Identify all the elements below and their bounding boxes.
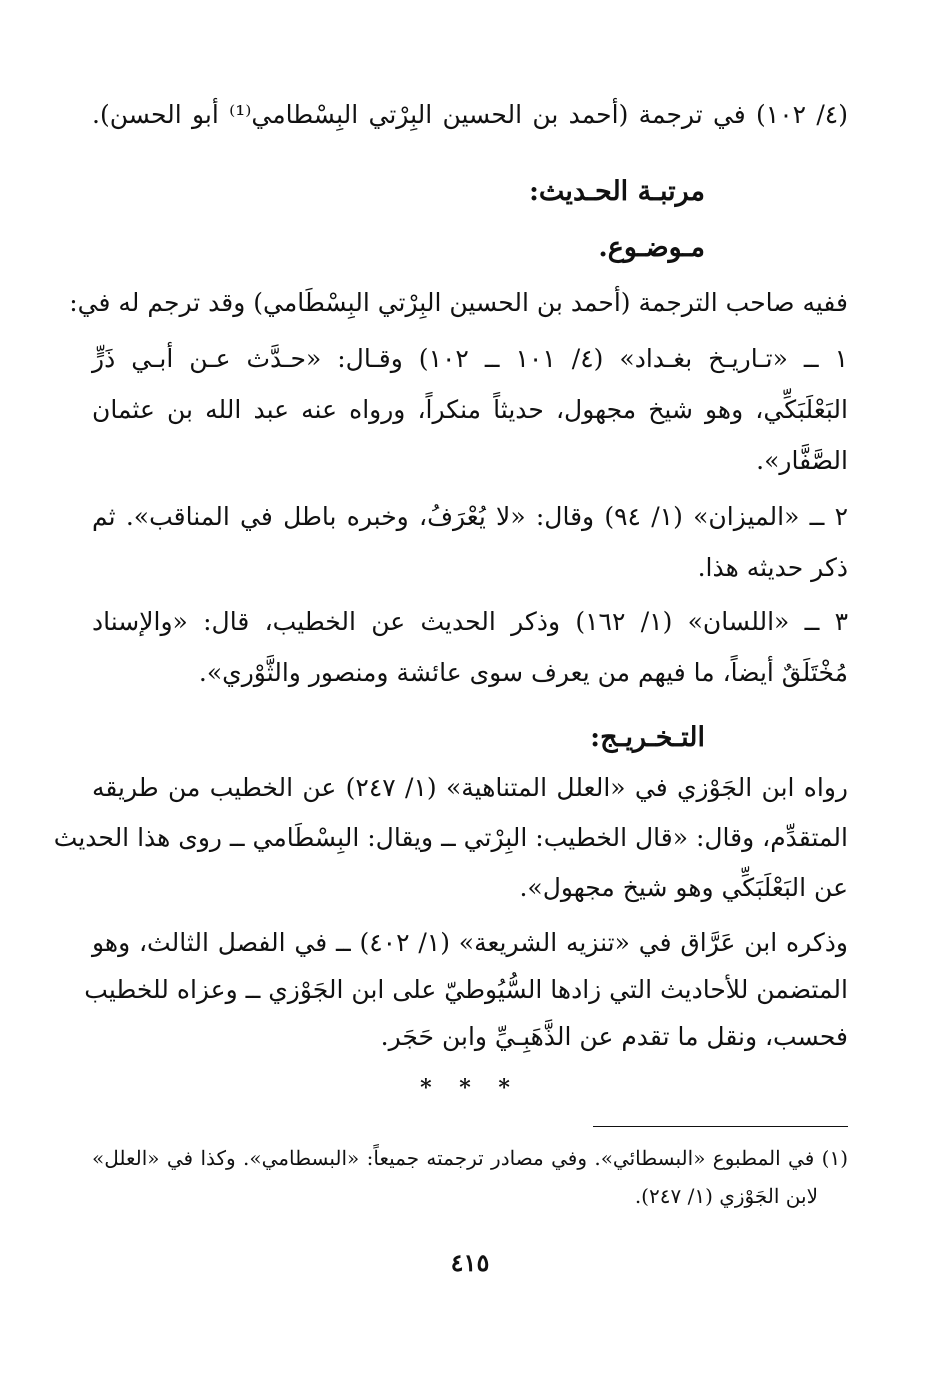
text-line: البَعْلَبَكِّي، وهو شيخ مجهول، حديثاً منكراً، ورواه عنه عبد الله بن عثمان — [92, 395, 848, 424]
section-separator: * * * — [420, 1075, 520, 1101]
footnote-line: (١) في المطبوع «البسطائي». وفي مصادر ترجمته جميعاً: «البسطامي». وكذا في «العلل» — [92, 1146, 848, 1170]
footnote-rule — [593, 1126, 848, 1127]
text-line: ٣ ــ «اللسان» (١/ ١٦٢) وذكر الحديث عن الخطيب، قال: «والإسناد — [92, 607, 849, 636]
text-line: المتضمن للأحاديث التي زادها السُّيُوطيّ على ابن الجَوْزي ــ وعزاه للخطيب — [84, 975, 848, 1004]
text-line: ٢ ــ «الميزان» (١/ ٩٤) وقال: «لا يُعْرَفُ، وخبره باطل في المناقب». ثم — [92, 502, 848, 531]
text-line: مُخْتَلَقٌ أيضاً، ما فيهم من يعرف سوى عائشة ومنصور والثَّوْري». — [198, 658, 848, 687]
text-line: (٤/ ١٠٢) في ترجمة (أحمد بن الحسين البِرْتي البِسْطامي⁽¹⁾ أبو الحسن). — [92, 100, 848, 129]
text-line: ١ ــ «تـاريـخ بغـداد» (٤/ ١٠١ ــ ١٠٢) وقـال: «حـدَّث عـن أبـي ذَرٍّ — [92, 344, 848, 373]
text-line: المتقدِّم، وقال: «قال الخطيب: البِرْتي ــ ويقال: البِسْطَامي ــ روى هذا الحديث — [53, 823, 848, 852]
footnote-line: لابن الجَوْزي (١/ ٢٤٧). — [634, 1184, 818, 1208]
text-line: ذكر حديثه هذا. — [697, 553, 848, 582]
verdict-heading: مـوضـوع. — [598, 232, 705, 263]
text-line: رواه ابن الجَوْزي في «العلل المتناهية» (١/ ٢٤٧) عن الخطيب من طريقه — [92, 773, 848, 802]
page-number: ٤١٥ — [450, 1248, 490, 1277]
text-line: فحسب، ونقل ما تقدم عن الذَّهَبِـيِّ وابن حَجَر. — [380, 1022, 848, 1051]
text-line: وذكره ابن عَرَّاق في «تنزيه الشريعة» (١/ ٤٠٢) ــ في الفصل الثالث، وهو — [92, 928, 848, 957]
section-heading-rank: مرتبـة الحـديث: — [528, 176, 705, 207]
section-heading-takhrij: التـخـريـج: — [590, 722, 705, 753]
text-line: عن البَعْلَبَكِّي وهو شيخ مجهول». — [519, 873, 848, 902]
text-line: الصَّفَّار». — [756, 446, 848, 475]
text-line: ففيه صاحب الترجمة (أحمد بن الحسين البِرْتي البِسْطَامي) وقد ترجم له في: — [69, 288, 848, 317]
